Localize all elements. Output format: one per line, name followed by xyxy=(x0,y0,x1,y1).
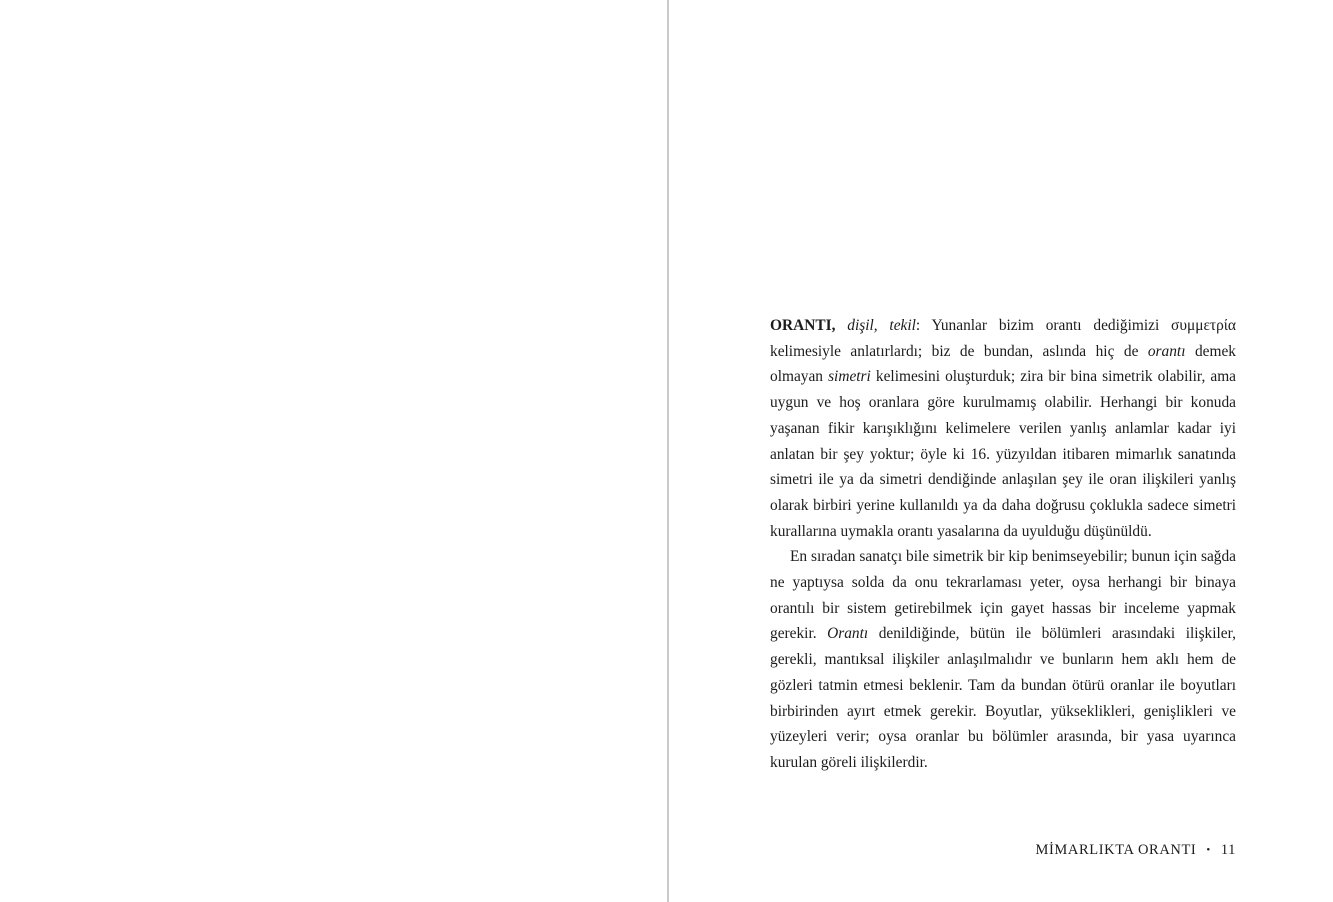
entry-text-2b: denildiğinde, bütün ile bölümleri arasındaki ilişkiler, gerekli, mantıksal ilişkiler anlaşılmalıdır ve bunların hem aklı hem de gözleri tatmin etmesi beklenir. Tam da bundan ötürü oranlar ile boyutları birbirinden ayırt etmek gerekir. Boyutlar, yükseklikleri, genişlikleri ve yüzeyleri verir; oysa oranlar bu bölümler arasında, bir yasa uyarınca kurulan göreli ilişkilerdir. xyxy=(770,625,1236,771)
running-title: MİMARLIKTA ORANTI xyxy=(1035,842,1197,858)
entry-term-oranti-2: Orantı xyxy=(827,625,869,643)
footer-bullet-separator: • xyxy=(1206,844,1211,856)
entry-text-1a: Yunanlar bizim orantı dediğimizi συμμετρία kelimesiyle anlatırlardı; biz de bundan, aslında hiç de xyxy=(770,317,1236,360)
entry-term-simetri: simetri xyxy=(828,368,871,386)
dictionary-entry xyxy=(770,313,1236,776)
entry-paragraph-1 xyxy=(770,313,1236,544)
entry-text-2a: En sıradan sanatçı bile simetrik bir kip benimseyebilir; bunun için sağda ne yaptıysa solda da onu tekrarlaması yeter, oysa herhangi bir binaya orantılı bir sistem getirebilmek için gayet hassas bir inceleme yapmak gerekir. xyxy=(770,548,1236,643)
page-number: 11 xyxy=(1220,842,1236,858)
entry-paragraph-2 xyxy=(770,544,1236,775)
page-footer xyxy=(770,842,1236,859)
entry-colon: : xyxy=(915,317,921,334)
right-page xyxy=(669,0,1333,902)
entry-term-oranti: orantı xyxy=(1147,342,1186,360)
entry-grammar-note: dişil, tekil xyxy=(847,317,916,334)
entry-text-1b: demek olmayan xyxy=(770,342,1236,386)
entry-headword: ORANTI, xyxy=(770,317,836,334)
entry-text-1c: kelimesini oluşturduk; zira bir bina simetrik olabilir, ama uygun ve hoş oranlara göre kurulmamış olabilir. Herhangi bir konuda yaşanan fikir karışıklığını kelimelere verilen yanlış anlamlar kadar iyi anlatan bir şey yoktur; öyle ki 16. yüzyıldan itibaren mimarlık sanatında simetri ile ya da simetri dendiğinde anlaşılan şey ile oran ilişkileri yanlış olarak birbiri yerine kullanıldı ya da daha doğrusu çoklukla sadece simetri kurallarına uymakla orantı yasalarına da uyulduğu düşünüldü. xyxy=(770,368,1236,540)
